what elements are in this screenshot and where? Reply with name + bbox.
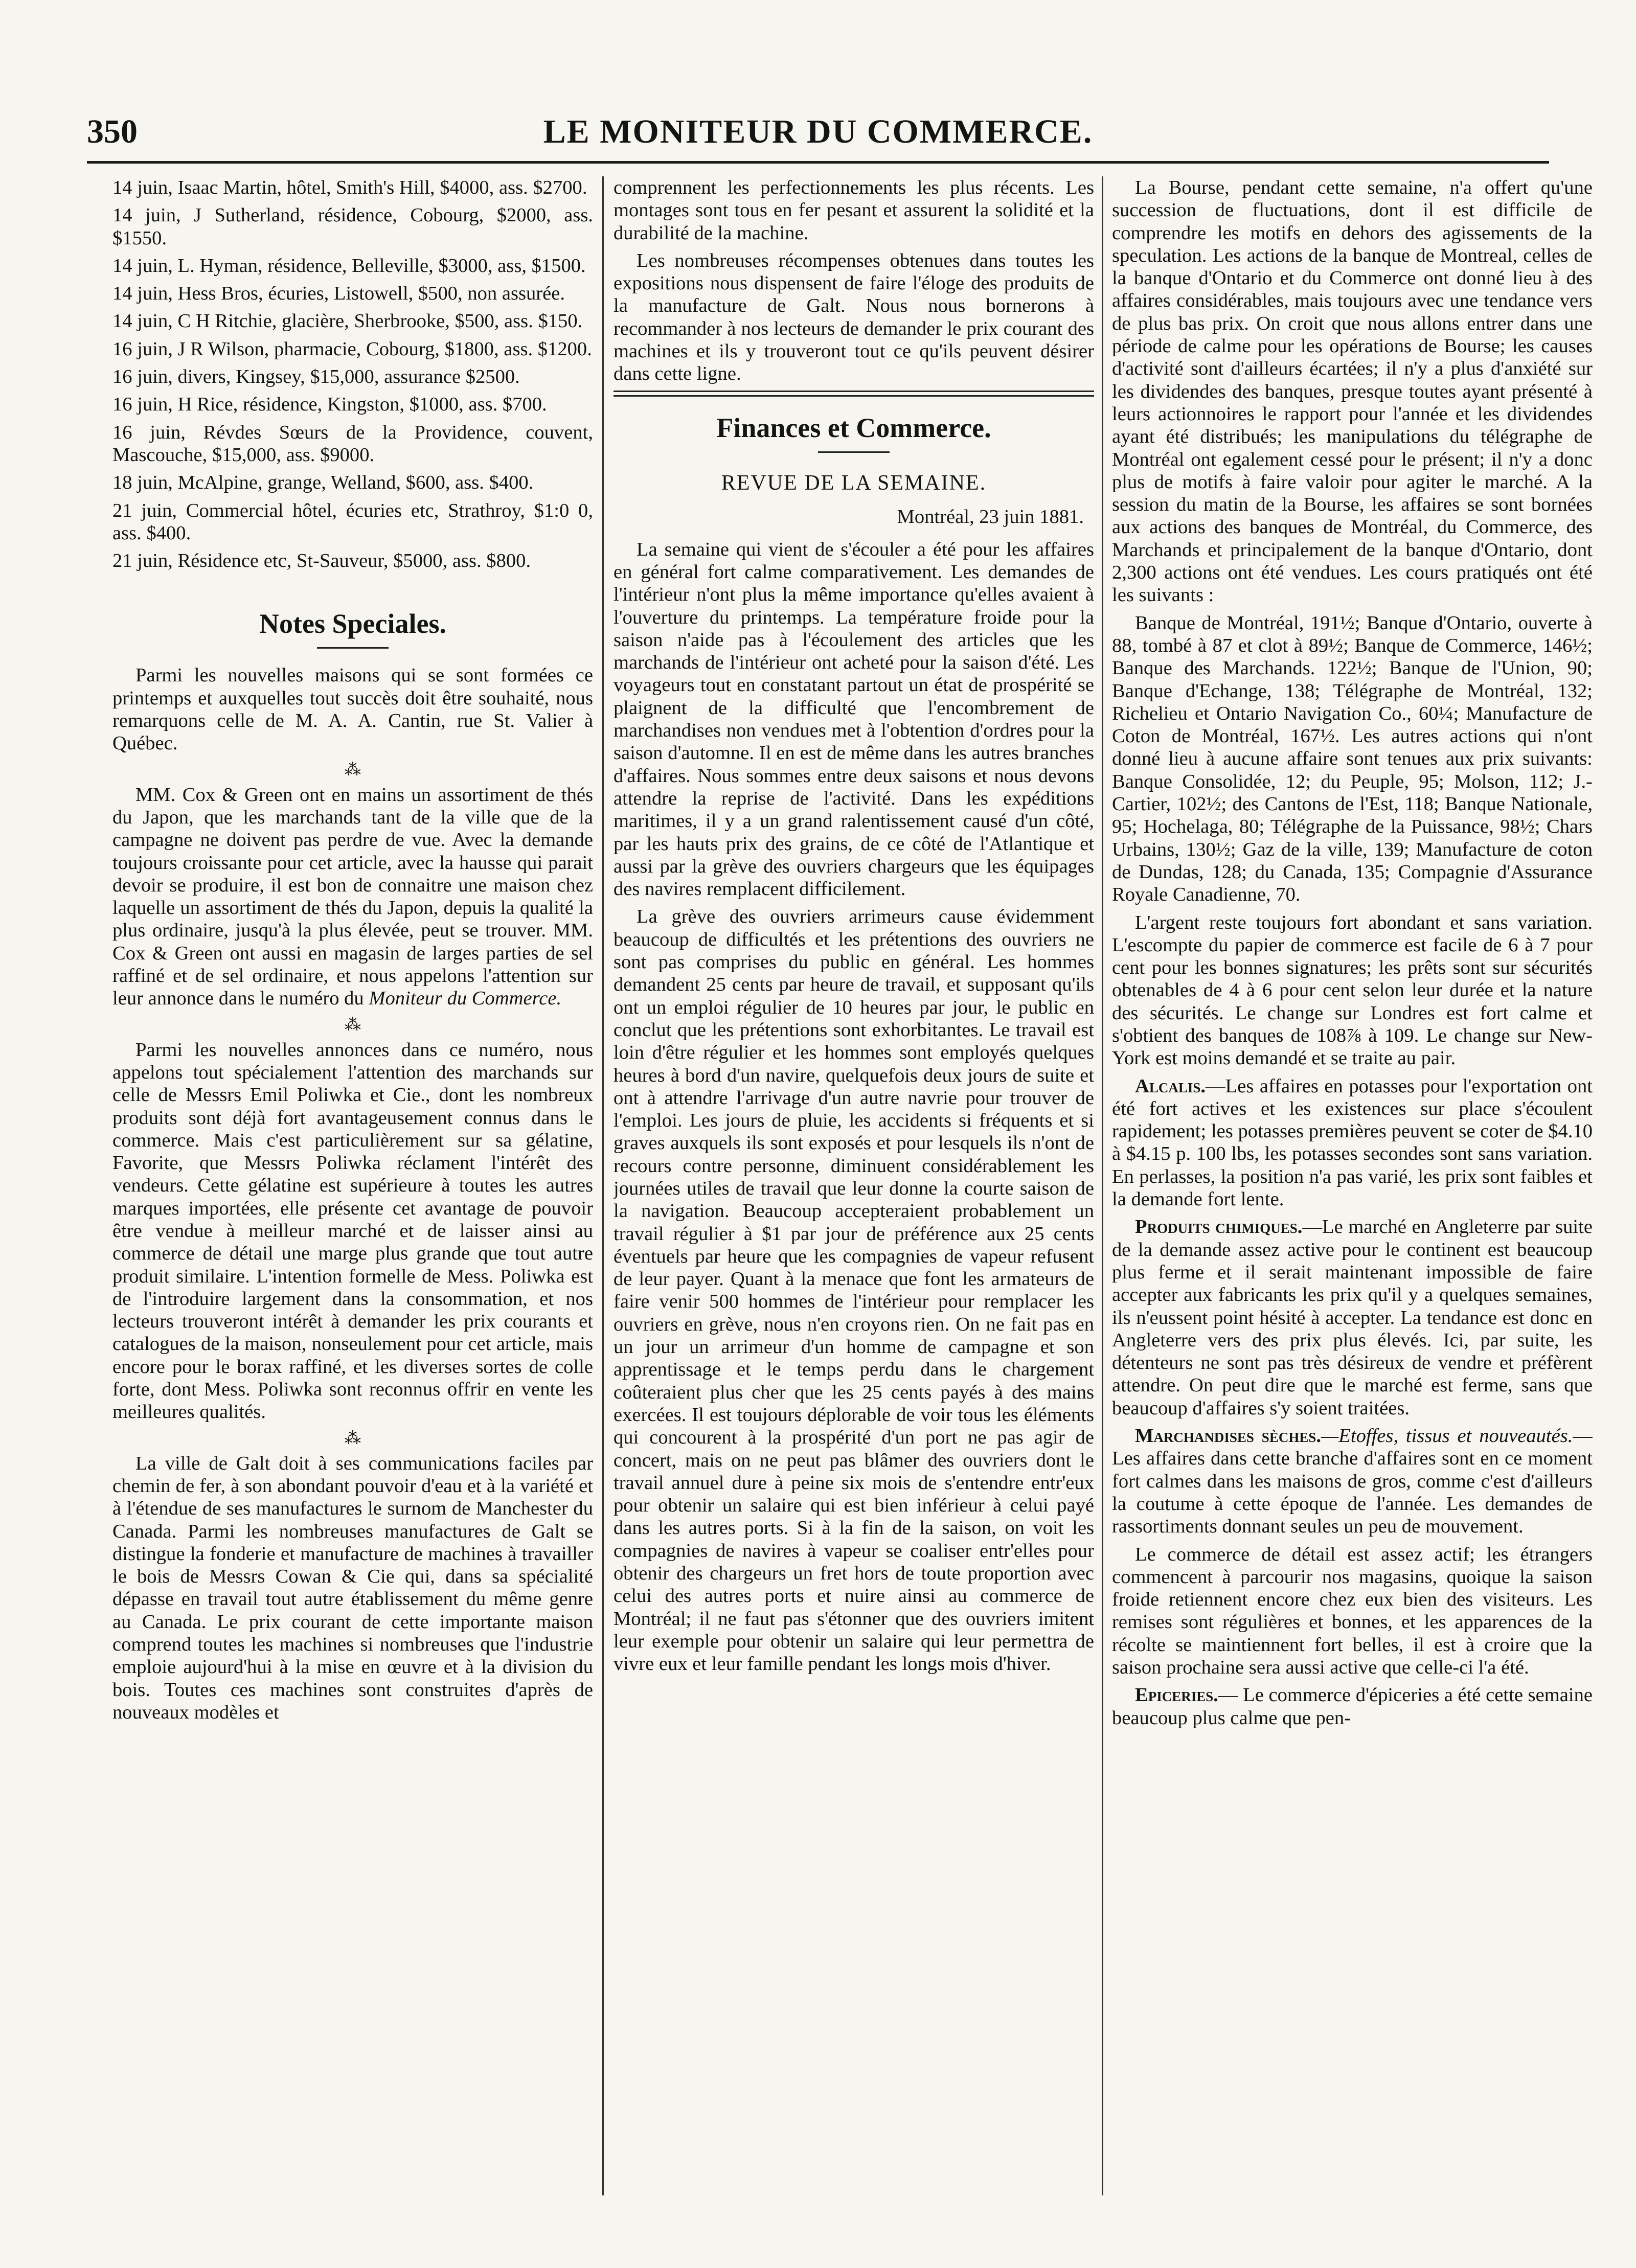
paragraph-text: — Le commerce d'épiceries a été cette semaine beaucoup plus calme que pen- (1112, 1684, 1593, 1729)
list-item: 21 juin, Commercial hôtel, écuries etc, Strathroy, $1:0 0, ass. $400. (112, 499, 593, 544)
fire-loss-list (112, 176, 593, 572)
list-item: 16 juin, H Rice, résidence, Kingston, $1000, ass. $700. (112, 394, 547, 416)
list-item: 14 juin, Isaac Martin, hôtel, Smith's Hill, $4000, ass. $2700. (112, 177, 587, 198)
dateline: Montréal, 23 juin 1881. (897, 506, 1084, 528)
list-item: 14 juin, L. Hyman, résidence, Belleville, $3000, ass, $1500. (112, 255, 586, 277)
page-number: 350 (87, 113, 138, 150)
article-paragraph: La Bourse, pendant cette semaine, n'a offert qu'une succession de fluctuations, dont il est difficile de comprendre les motifs en dehors des agissements de la speculation. Les actions de la banque de Montreal, celles de la banque d'Ontario et du Commerce ont donné lieu à des affaires considérables, mais toujours avec une tendance vers de plus bas prix. On croit que nous allons entrer dans une période de calme pour les opérations de Bourse; les causes d'activité sont d'ailleurs écartées; il n'y a plus d'anxiété sur les dividendes des banques, presque toutes ayant présenté à leurs actionnoires le rapport pour l'année et les dividendes ayant été distribués; les manipulations du télégraphe de Montréal ont egalement cessé pour le présent; il n'y a donc plus de motifs à faire valoir pour agiter le marché. A la session du matin de la Bourse, les affaires se sont bornées aux actions des banques de Montréal, du Commerce, des Marchands et principalement de la banque d'Ontario, dont 2,300 actions ont été vendues. Les cours pratiqués ont été les suivants : (1112, 177, 1593, 606)
epiceries-paragraph (1112, 1684, 1593, 1729)
notes-paragraph (112, 784, 593, 1010)
section-keyword: Epiceries. (1135, 1684, 1218, 1706)
paragraph-text: —Le marché en Angleterre par suite de la demande assez active pour le continent est beaucoup plus ferme et il serait maintenant impossible de faire accepter aux fabricants les prix qu'il y a quelques semaines, ils n'eussent point hésité à accepter. La tendance est donc en Angleterre vers des prix plus élevés. Ici, par suite, les détenteurs ne sont pas très désireux de vendre et préfèrent attendre. On peut dire que le marché est ferme, sans que beaucoup d'affaires s'y soient traitées. (1112, 1216, 1593, 1419)
newspaper-title: LE MONITEUR DU COMMERCE. (543, 113, 1093, 150)
section-keyword: Produits chimiques. (1135, 1216, 1303, 1238)
section-subtitle: —Etoffes, tissus et nouveautés. (1321, 1425, 1573, 1447)
produits-paragraph (1112, 1216, 1593, 1419)
column-left (112, 176, 593, 2221)
section-keyword: Alcalis. (1135, 1075, 1206, 1097)
list-item: 14 juin, J Sutherland, résidence, Cobourg, $2000, ass. $1550. (112, 204, 593, 249)
finances-heading: Finances et Commerce. (716, 412, 991, 443)
page-header (87, 105, 1549, 164)
notes-paragraph: Parmi les nouvelles annonces dans ce numéro, nous appelons tout spécialement l'attention des marchands sur celle de Messrs Emil Poliwka et Cie., dont les nombreux produits sont déjà fort avantageusement connus dans le commerce. Mais c'est particulièrement sur sa gélatine, Favorite, que Messrs Poliwka réclament l'intérêt des vendeurs. Cette gélatine est supérieure à toutes les autres marques importées, elle présente cet avantage de pouvoir être vendue à meilleur marché et de laisser ainsi au commerce de détail une marge plus grande que tout autre produit similaire. L'intention formelle de Mess. Poliwka est de l'introduire largement dans la consommation, et nos lecteurs trouveront intérêt à demander les prix courants et catalogues de la maison, nonseulement pour cet article, mais encore pour le borax raffiné, et les diverses sortes de colle forte, dont Mess. Poliwka sont reconnus offrir en vente les meilleures qualités. (112, 1039, 593, 1423)
list-item: 14 juin, Hess Bros, écuries, Listowell, $500, non assurée. (112, 283, 565, 305)
alcalis-paragraph (1112, 1075, 1593, 1211)
notes-paragraph: Parmi les nouvelles maisons qui se sont formées ce printemps et auxquelles tout succès doit être souhaité, nous remarquons celle de M. A. A. Cantin, rue St. Valier à Québec. (112, 665, 593, 754)
list-item: 18 juin, McAlpine, grange, Welland, $600, ass. $400. (112, 472, 534, 494)
asterism-separator: ⁂ (345, 760, 361, 778)
notes-text: MM. Cox & Green ont en mains un assortiment de thés du Japon, que les marchands tant de la ville que de la campagne ne doivent pas perdre de vue. Avec la demande toujours croissante pour cet article, avec la hausse qui parait devoir se produire, il est bon de connaitre une maison chez laquelle un assortiment de thés du Japon, depuis la qualité la plus ordinaire, jusqu'à la plus élevée, peut se trouver. MM. Cox & Green ont aussi en magasin de larges parties de sel raffiné et de sel ordinaire, et nous appelons l'attention sur leur annonce dans le numéro du (112, 784, 593, 1010)
marchandises-paragraph (1112, 1425, 1593, 1538)
paragraph-text: —Les affaires dans cette branche d'affaires sont en ce moment fort calmes dans les maisons de gros, comme c'est d'ailleurs la coutume à cette époque de l'année. Les demandes de rassortiments donnant seules un peu de mouvement. (1112, 1425, 1593, 1538)
heading-rule (317, 647, 389, 649)
article-paragraph: L'argent reste toujours fort abondant et sans variation. L'escompte du papier de commerce est facile de 6 à 7 pour cent pour les bonnes signatures; les prêts sont sur sécurités obtenables de 4 à 6 pour cent selon leur durée et la nature des sécurités. Le change sur Londres est fort calme et s'obtient des banques de 108⅞ à 109. Le change sur New-York est moins demandé et se traite au pair. (1112, 911, 1593, 1069)
list-item: 16 juin, divers, Kingsey, $15,000, assurance $2500. (112, 366, 520, 388)
heading-rule (818, 451, 890, 453)
list-item: 14 juin, C H Ritchie, glacière, Sherbrooke, $500, ass. $150. (112, 310, 583, 332)
notes-paragraph: La ville de Galt doit à ses communications faciles par chemin de fer, à son abondant pouvoir d'eau et à la variété et à l'étendue de ses manufactures le surnom de Manchester du Canada. Parmi les nombreuses manufactures de Galt se distingue la fonderie et manufacture de machines à travailler le bois de Messrs Cowan & Cie qui, dans sa spécialité dépasse en travail tout autre établissement du même genre au Canada. Le prix courant de cette importante maison comprend toutes les machines si nombreuses que l'industrie emploie aujourd'hui à la mise en œuvre et à la division du bois. Toutes ces machines sont construites d'après de nouveaux modèles et (112, 1452, 593, 1723)
section-keyword: Marchandises sèches. (1135, 1425, 1321, 1447)
stock-quotes-paragraph: Banque de Montréal, 191½; Banque d'Ontario, ouverte à 88, tombé à 87 et clot à 89½; Banque de Commerce, 146½; Banque des Marchands. 122½; Banque de l'Union, 90; Banque d'Echange, 138; Télégraphe de Montréal, 132; Richelieu et Ontario Navigation Co., 60¼; Manufacture de Coton de Montréal, 167½. Les autres actions qui n'ont donné lieu à aucune affaire sont tenues aux prix suivants: Banque Consolidée, 12; du Peuple, 95; Molson, 112; J.-Cartier, 102½; des Cantons de l'Est, 118; Banque Nationale, 95; Hochelaga, 80; Télégraphe de la Puissance, 98½; Chars Urbains, 130½; Gaz de la ville, 139; Manufacture de coton de Dundas, 128; du Canada, 135; Compagnie d'Assurance Royale Canadienne, 70. (1112, 612, 1593, 906)
list-item: 16 juin, Révdes Sœurs de la Providence, couvent, Mascouche, $15,000, ass. $9000. (112, 421, 593, 466)
column-divider (602, 176, 604, 2195)
revue-heading: REVUE DE LA SEMAINE. (721, 471, 987, 495)
asterism-separator: ⁂ (345, 1015, 361, 1034)
section-rule (614, 391, 1094, 397)
notes-speciales-heading: Notes Speciales. (259, 608, 446, 639)
continued-paragraph: Les nombreuses récompenses obtenues dans toutes les expositions nous dispensent de faire l'éloge des produits de la manufacture de Galt. Nous nous bornerons à recommander à nos lecteurs de demander le prix courant des machines et ils y trouveront tout ce qu'ils peuvent désirer dans cette ligne. (614, 249, 1094, 385)
paragraph-text: —Les affaires en potasses pour l'exportation ont été fort actives et les existences sur place s'écoulent rapidement; les potasses premières peuvent se coter de $4.10 à $4.15 p. 100 lbs, les potasses secondes sont sans variation. En perlasses, la position n'a pas varié, les prix sont faibles et la demande fort lente. (1112, 1075, 1593, 1210)
list-item: 21 juin, Résidence etc, St-Sauveur, $5000, ass. $800. (112, 550, 531, 572)
publication-name: Moniteur du Commerce. (369, 988, 562, 1010)
list-item: 16 juin, J R Wilson, pharmacie, Cobourg, $1800, ass. $1200. (112, 338, 592, 360)
column-divider (1102, 176, 1103, 2195)
continued-paragraph: comprennent les perfectionnements les plus récents. Les montages sont tous en fer pesant et assurent la solidité et la durabilité de la machine. (614, 177, 1094, 244)
article-paragraph: La grève des ouvriers arrimeurs cause évidemment beaucoup de difficultés et les prétentions des ouvriers ne sont pas comprises du public en général. Les hommes demandent 25 cents par heure de travail, et supposant qu'ils ont un emploi régulier de 10 heures par jour, le public en conclut que les prétentions sont exhorbitantes. Le travail est loin d'être régulier et les hommes sont employés quelques heures à bord d'un navire, quelquefois deux jours de suite et ont à attendre l'arrivage d'un autre navrie pour trouver de l'emploi. Les jours de pluie, les accidents si fréquents et si graves auxquels ils sont exposés et pour lesquels ils n'ont de recours contre personne, diminuent considérablement les journées utiles de travail que leur donne la courte saison de la navigation. Beaucoup accepteraient probablement un travail régulier à $1 par jour de préférence aux 25 cents éventuels par heure que les compagnies de vapeur refusent de leur payer. Quant à la menace que font les armateurs de faire venir 500 hommes de l'intérieur pour remplacer les ouvriers en grève, nous n'en croyons rien. On ne fait pas en un jour un arrimeur d'un homme de campagne et son apprentissage et le temps perdu dans le chargement coûteraient plus cher que les 25 cents payés à des mains exercées. Il est toujours déplorable de voir tous les éléments qui concourent à la prospérité d'un port ne pas agir de concert, mais on ne peut pas blâmer des ouvriers dont le travail annuel dure à peine six mois de s'entendre entr'eux pour obtenir un salaire qui est bien inférieur à celui payé dans les autres ports. Si à la fin de la saison, on voit les compagnies de navires à vapeur se coaliser entr'elles pour obtenir des chargeurs un fret hors de toute proportion avec celui des autres ports et nuire ainsi au commerce de Montréal; il ne faut pas s'étonner que des ouvriers imitent leur exemple pour obtenir un salaire qui leur permettra de vivre eux et leur famille pendant les longs mois d'hiver. (614, 906, 1094, 1675)
article-paragraph: Le commerce de détail est assez actif; les étrangers commencent à parcourir nos magasins, quoique la saison froide retiennent encore chez eux bien des visiteurs. Les remises sont régulières et bonnes, et les apparences de la récolte se maintiennent fort belles, il est à croire que la saison prochaine sera aussi active que celle-ci l'a été. (1112, 1543, 1593, 1678)
column-right (1112, 176, 1593, 2221)
column-middle (614, 176, 1094, 2221)
asterism-separator: ⁂ (345, 1428, 361, 1447)
article-paragraph: La semaine qui vient de s'écouler a été pour les affaires en général fort calme comparativement. Les demandes de l'intérieur n'ont plus la même importance qu'elles avaient à l'ouverture du printemps. La température froide pour la saison n'aide pas à l'écoulement des articles que les marchands de l'intérieur ont acheté pour la saison d'été. Les voyageurs tout en constatant partout un état de prospérité se plaignent de la difficulté que l'encombrement de marchandises non vendues met à l'obtention d'ordres pour la saison d'automne. Il en est de même dans les autres branches d'affaires. Nous sommes entre deux saisons et nous devons attendre la reprise de l'activité. Dans les expéditions maritimes, il y a un grand ralentissement causé d'un côté, par les hauts prix des grains, de ce côté de l'Atlantique et aussi par la grève des ouvriers chargeurs que les équipages des navires remplacent difficilement. (614, 538, 1094, 900)
